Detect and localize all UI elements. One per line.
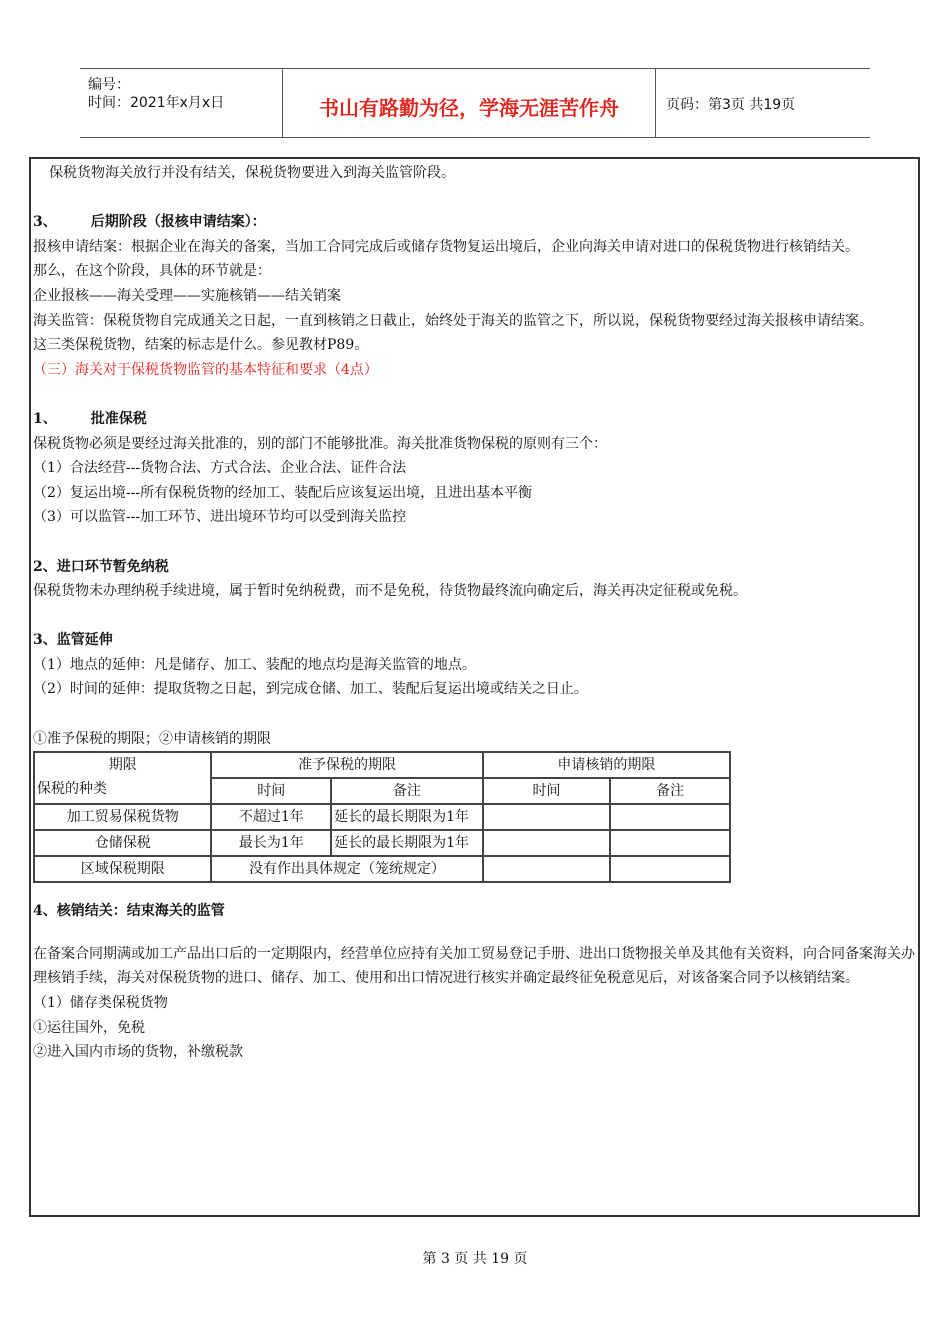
sub-header: 时间 (483, 778, 611, 804)
table-cell: 加工贸易保税货物 (34, 804, 211, 830)
table-caption: ①准予保税的期限；②申请核销的期限 (33, 730, 271, 747)
group-header: 申请核销的期限 (483, 752, 730, 778)
table-cell: 没有作出具体规定（笼统规定） (211, 856, 482, 882)
table-cell: 不超过1年 (211, 804, 331, 830)
corner-bottom: 保税的种类 (37, 781, 107, 798)
corner-top: 期限 (108, 757, 137, 774)
paragraph: 那么，在这个阶段，具体的环节就是： (33, 263, 271, 280)
header-page-cell (656, 69, 870, 137)
list-item: （3）可以监管---加工环节、进出境环节均可以受到海关监控 (33, 509, 407, 526)
group-header: 准予保税的期限 (211, 752, 482, 778)
table-row (34, 856, 730, 882)
date-label: 时间：2021年x月x日 (88, 95, 225, 111)
list-item: ②进入国内市场的货物，补缴税款 (33, 1044, 243, 1061)
paragraph: 保税货物必须是要经过海关批准的，别的部门不能够批准。海关批准货物保税的原则有三个： (33, 435, 607, 452)
table-header-row (34, 752, 730, 778)
cell-text: 延长的最长期限为1年 (334, 809, 470, 826)
table-cell: 仓储保税 (34, 830, 211, 856)
page-footer: 第 3 页 共 19 页 (422, 1251, 528, 1267)
corner-cell (34, 752, 211, 804)
table-cell (331, 830, 483, 856)
period-table (33, 751, 731, 883)
paragraph: 报核申请结案：根据企业在海关的备案，当加工合同完成后或储存货物复运出境后，企业向海关申请对进口的保税货物进行核销结关。 (33, 238, 859, 255)
paragraph: 企业报核——海关受理——实施核销——结关销案 (33, 287, 341, 304)
content-box (29, 157, 920, 1217)
number-label: 编号： (88, 77, 130, 93)
sub-header: 时间 (211, 778, 331, 804)
red-heading: （三）海关对于保税货物监管的基本特征和要求（4点） (33, 361, 378, 378)
section-heading (33, 407, 919, 432)
list-item: （1）地点的延伸：凡是储存、加工、装配的地点均是海关监管的地点。 (33, 656, 476, 673)
table-cell: 最长为1年 (211, 830, 331, 856)
list-item: （2）复运出境---所有保税货物的经加工、装配后应该复运出境，且进出基本平衡 (33, 484, 533, 501)
section-heading (33, 210, 919, 235)
list-item: ①运往国外，免税 (33, 1019, 145, 1036)
heading-number: 1、 (33, 410, 57, 427)
paragraph: 在备案合同期满或加工产品出口后的一定期限内，经营单位应持有关加工贸易登记手册、进出口货物报关单及其他有关资料，向合同备案海关办理核销手续，海关对保税货物的进口、储存、加工、使用和出口情况进行核实并确定最终征免税意见后，对该备案合同予以核销结案。 (33, 945, 915, 987)
page-info: 页码：第3页 共19页 (666, 97, 796, 113)
table-cell (483, 804, 611, 830)
list-item: （2）时间的延伸：提取货物之日起，到完成仓储、加工、装配后复运出境或结关之日止。 (33, 681, 588, 698)
table-cell: 区域保税期限 (34, 856, 211, 882)
heading-number: 3、 (33, 214, 57, 231)
table-row (34, 830, 730, 856)
table-row (34, 804, 730, 830)
page-header (80, 68, 870, 138)
paragraph: 保税货物未办理纳税手续进境，属于暂时免纳税费，而不是免税，待货物最终流向确定后，海关再决定征税或免税。 (33, 583, 747, 600)
table-cell (610, 856, 730, 882)
heading-title: 批准保税 (90, 410, 147, 427)
header-motto-cell (283, 69, 656, 137)
paragraph: 这三类保税货物，结案的标志是什么。参见教材P89。 (33, 337, 369, 354)
section-heading: 2、进口环节暂免纳税 (33, 558, 169, 575)
table-cell (610, 830, 730, 856)
cell-text: 延长的最长期限为1年 (334, 835, 470, 852)
table-cell (610, 804, 730, 830)
sub-header: 备注 (610, 778, 730, 804)
section-heading: 4、核销结关：结束海关的监管 (33, 903, 225, 920)
table-cell (483, 856, 611, 882)
content-body (33, 159, 919, 1065)
sub-header: 备注 (331, 778, 483, 804)
header-meta-cell (80, 69, 283, 137)
paragraph: 保税货物海关放行并没有结关，保税货物要进入到海关监管阶段。 (49, 165, 455, 181)
section-heading: 3、监管延伸 (33, 632, 113, 649)
table-cell (483, 830, 611, 856)
list-item: （1）储存类保税货物 (33, 995, 168, 1012)
list-item: （1）合法经营---货物合法、方式合法、企业合法、证件合法 (33, 460, 407, 477)
motto: 书山有路勤为径，学海无涯苦作舟 (319, 96, 619, 120)
table-cell (331, 804, 483, 830)
paragraph: 海关监管：保税货物自完成通关之日起，一直到核销之日截止，始终处于海关的监管之下，所以说，保税货物要经过海关报核申请结案。 (33, 312, 873, 329)
heading-title: 后期阶段（报核申请结案）： (90, 214, 266, 231)
